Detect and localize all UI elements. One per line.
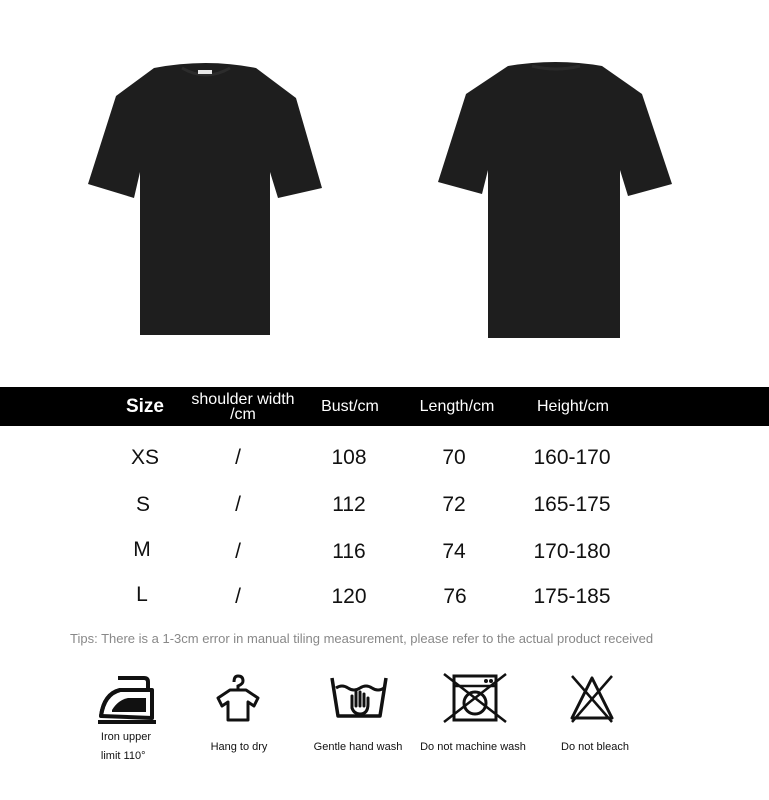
header-shoulder-line2: /cm xyxy=(230,405,256,423)
iron-icon xyxy=(96,672,158,726)
care-label-hang: Hang to dry xyxy=(210,741,268,753)
row-xs-length: 70 xyxy=(442,446,466,469)
row-s-length: 72 xyxy=(442,493,466,516)
row-xs-bust: 108 xyxy=(331,446,367,469)
row-m-length: 74 xyxy=(442,540,466,563)
row-s-shoulder: / xyxy=(235,493,241,516)
row-m-bust: 116 xyxy=(332,540,366,563)
row-m-height: 170-180 xyxy=(533,540,611,563)
row-l-size: L xyxy=(136,583,148,606)
row-m-size: M xyxy=(133,538,151,561)
header-height: Height/cm xyxy=(536,398,610,415)
tshirt-back-image xyxy=(436,60,676,340)
care-label-iron-line2: limit 110° xyxy=(100,750,146,762)
care-label-iron-line1: Iron upper xyxy=(100,731,152,743)
row-l-length: 76 xyxy=(443,585,467,608)
care-label-no-machine-wash: Do not machine wash xyxy=(420,741,526,753)
row-m-shoulder: / xyxy=(235,540,241,563)
row-s-height: 165-175 xyxy=(533,493,611,516)
care-label-no-bleach: Do not bleach xyxy=(561,741,629,753)
row-s-size: S xyxy=(135,493,151,516)
row-xs-shoulder: / xyxy=(235,446,241,469)
care-label-hand-wash: Gentle hand wash xyxy=(313,741,403,753)
measurement-tips: Tips: There is a 1-3cm error in manual tiling measurement, please refer to the actual product received xyxy=(70,631,654,646)
row-xs-height: 160-170 xyxy=(533,446,611,469)
hand-wash-icon xyxy=(330,672,388,722)
hanger-icon xyxy=(216,672,260,724)
row-l-bust: 120 xyxy=(331,585,367,608)
row-s-bust: 112 xyxy=(332,493,366,516)
row-l-height: 175-185 xyxy=(533,585,611,608)
header-bust: Bust/cm xyxy=(321,398,379,415)
no-machine-wash-icon xyxy=(442,672,508,724)
header-shoulder-line1: shoulder width xyxy=(191,390,295,408)
no-bleach-icon xyxy=(568,672,616,724)
care-label-iron xyxy=(101,728,151,766)
tshirt-front-image xyxy=(86,60,326,340)
row-l-shoulder: / xyxy=(235,585,241,608)
row-xs-size: XS xyxy=(130,446,160,469)
header-length: Length/cm xyxy=(419,398,495,415)
header-shoulder xyxy=(180,387,306,426)
header-size: Size xyxy=(125,396,165,417)
